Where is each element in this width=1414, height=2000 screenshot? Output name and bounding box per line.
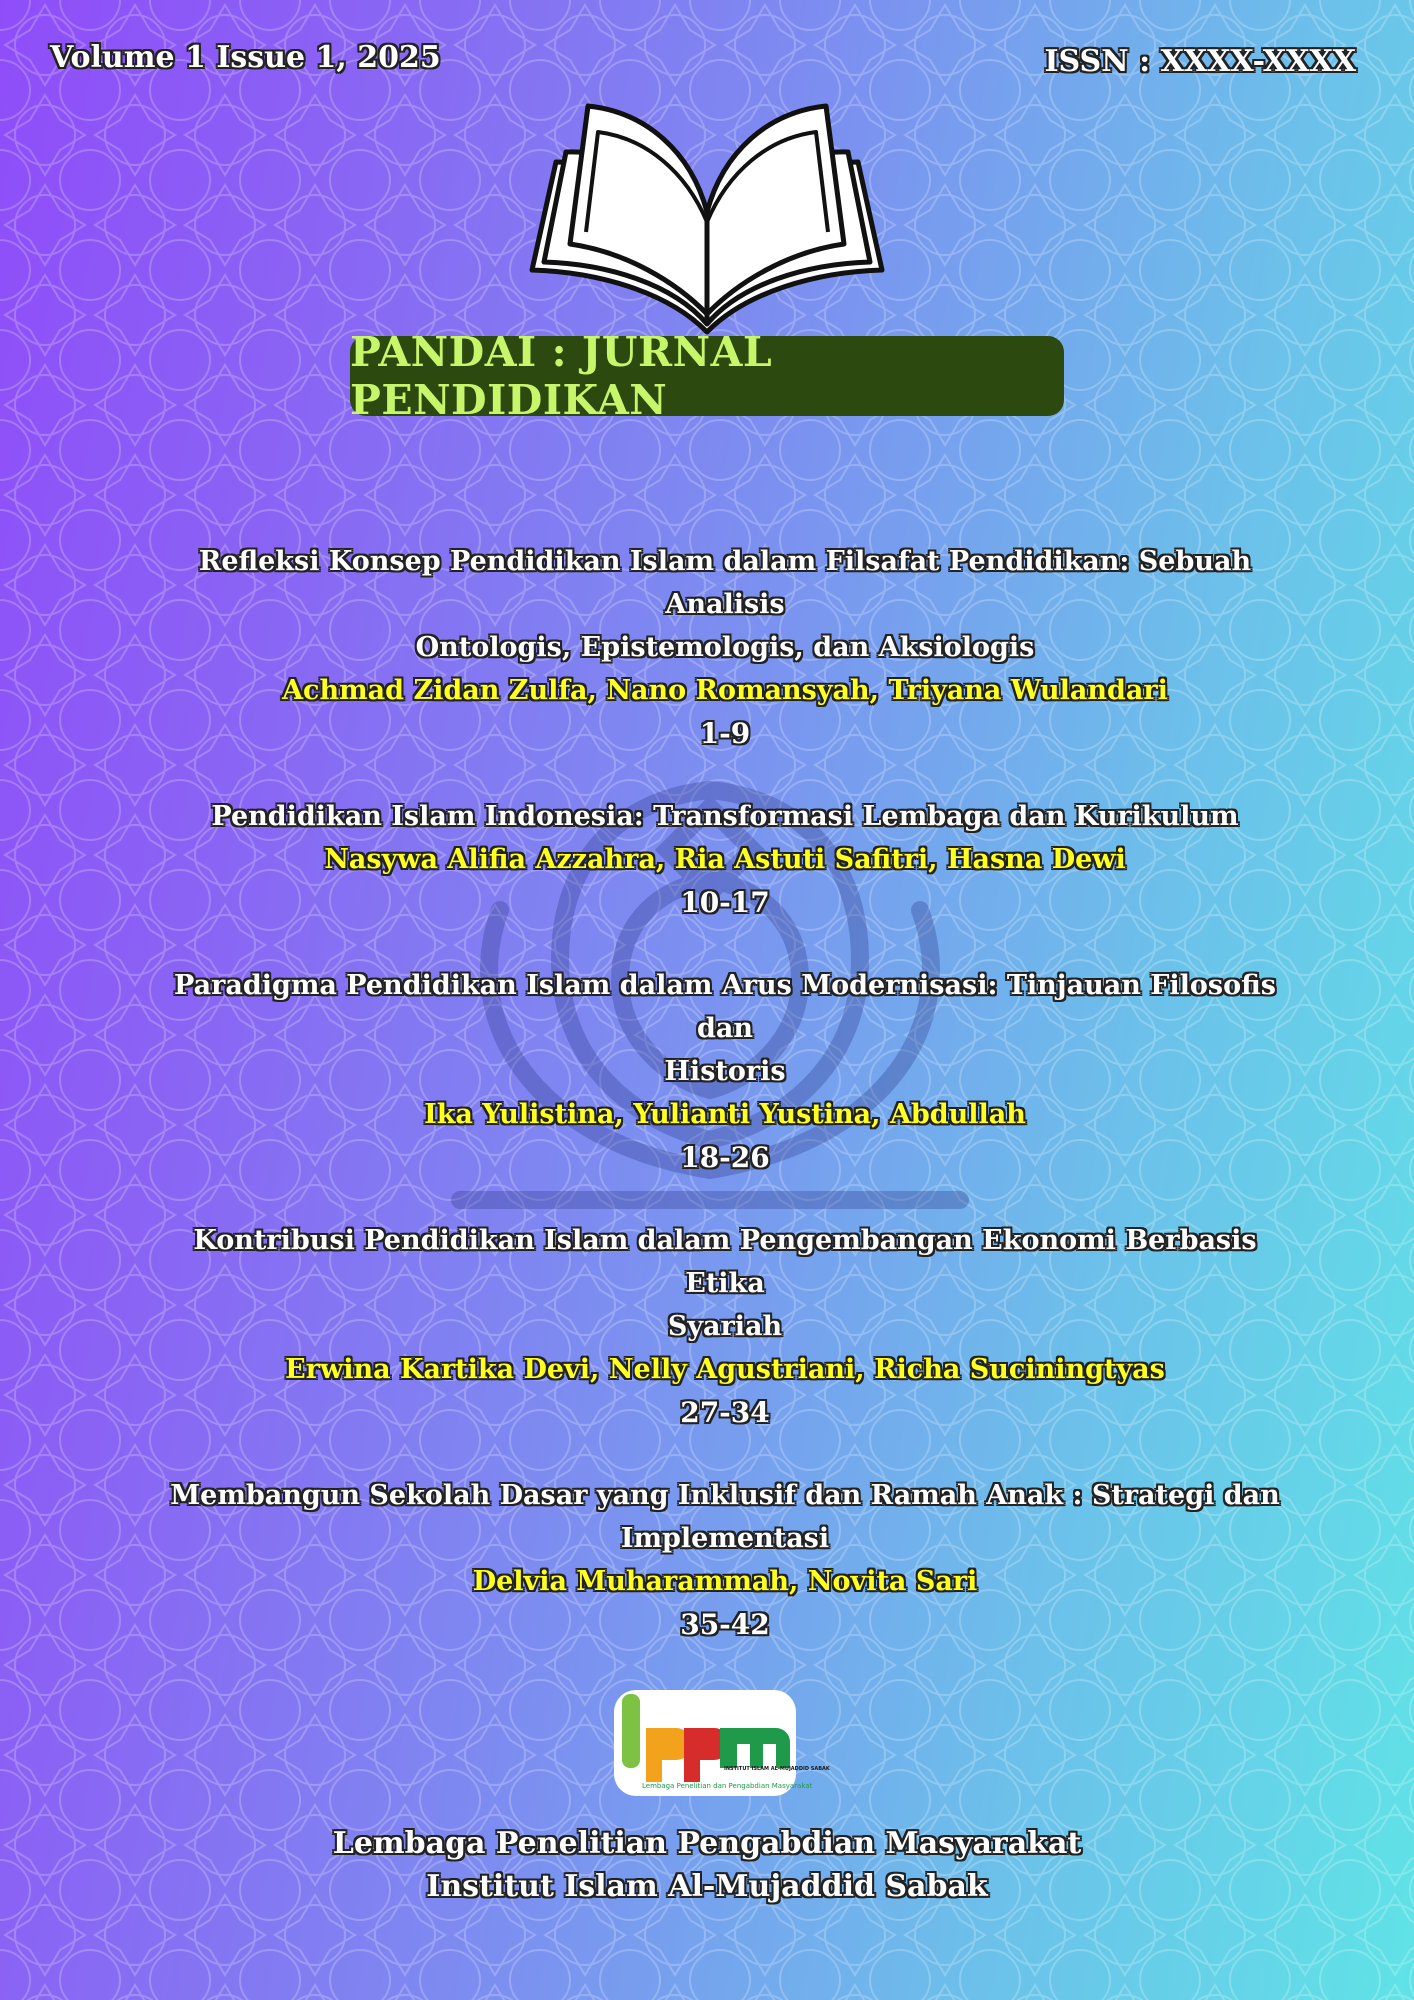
article-authors: Ika Yulistina, Yulianti Yustina, Abdullah [424, 1099, 1026, 1130]
article-authors: Achmad Zidan Zulfa, Nano Romansyah, Triyana Wulandari [282, 675, 1168, 706]
article-title-line: Historis [664, 1056, 786, 1087]
volume-issue-label: Volume 1 Issue 1, 2025 [50, 40, 441, 75]
article-title-line: Ontologis, Epistemologis, dan Aksiologis [415, 632, 1035, 663]
article-pages: 10-17 [680, 886, 770, 919]
article-title-line: Refleksi Konsep Pendidikan Islam dalam Filsafat Pendidikan: Sebuah Analisis [198, 546, 1252, 620]
journal-title-banner [350, 328, 1064, 424]
article-pages: 18-26 [680, 1141, 770, 1174]
lppm-logo [612, 1688, 830, 1798]
article-entry [150, 964, 1300, 1179]
svg-text:INSTITUT ISLAM AL-MUJADDID SAB: INSTITUT ISLAM AL-MUJADDID SABAK [724, 1766, 830, 1772]
article-entry [150, 540, 1300, 755]
publisher-line2: Institut Islam Al-Mujaddid Sabak [426, 1869, 988, 1904]
publisher-line1: Lembaga Penelitian Pengabdian Masyarakat [332, 1826, 1082, 1861]
article-entry [150, 1219, 1300, 1434]
journal-title: PANDAI : JURNAL PENDIDIKAN [350, 328, 773, 424]
article-authors: Erwina Kartika Devi, Nelly Agustriani, Richa Suciningtyas [285, 1354, 1165, 1385]
article-authors: Delvia Muharammah, Novita Sari [472, 1566, 978, 1597]
article-entry [150, 795, 1300, 924]
article-pages: 27-34 [680, 1396, 770, 1429]
publisher-footer [200, 1822, 1214, 1908]
article-pages: 35-42 [680, 1608, 770, 1641]
article-title-line: Implementasi [620, 1523, 830, 1554]
article-authors: Nasywa Alifia Azzahra, Ria Astuti Safitri, Hasna Dewi [324, 844, 1126, 875]
open-book-icon [526, 92, 888, 332]
article-title-line: Paradigma Pendidikan Islam dalam Arus Modernisasi: Tinjauan Filosofis dan [174, 970, 1276, 1044]
svg-text:Lembaga Penelitian dan Pengabd: Lembaga Penelitian dan Pengabdian Masyarakat [642, 1782, 813, 1790]
table-of-contents [150, 540, 1300, 1686]
issn-label: ISSN : XXXX-XXXX [1044, 44, 1356, 79]
article-title-line: Pendidikan Islam Indonesia: Transformasi Lembaga dan Kurikulum [211, 801, 1239, 832]
article-title-line: Membangun Sekolah Dasar yang Inklusif dan Ramah Anak : Strategi dan [170, 1480, 1280, 1511]
article-title-line: Kontribusi Pendidikan Islam dalam Pengembangan Ekonomi Berbasis Etika [193, 1225, 1257, 1299]
article-pages: 1-9 [699, 717, 751, 750]
article-title-line: Syariah [667, 1311, 783, 1342]
article-entry [150, 1474, 1300, 1646]
